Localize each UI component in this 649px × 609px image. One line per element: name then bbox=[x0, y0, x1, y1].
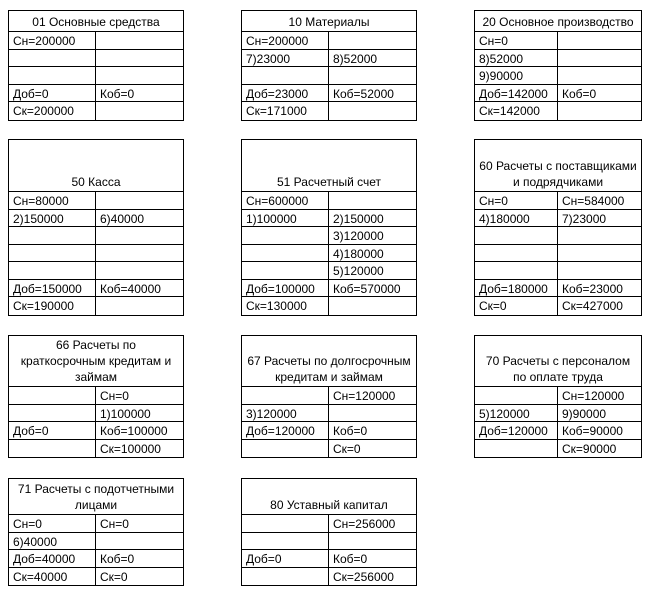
credit-cell: Сн=0 bbox=[100, 389, 129, 403]
credit-cell: 3)120000 bbox=[333, 229, 384, 243]
credit-cell bbox=[96, 67, 183, 84]
account-70 bbox=[474, 335, 642, 458]
debit-cell: 5)120000 bbox=[475, 405, 558, 422]
credit-cell bbox=[329, 533, 416, 550]
credit-cell: Сн=0 bbox=[100, 517, 129, 531]
credit-cell bbox=[558, 102, 641, 120]
debit-cell: Ск=0 bbox=[475, 297, 558, 315]
credit-cell bbox=[96, 297, 183, 315]
credit-cell: Коб=100000 bbox=[100, 424, 168, 438]
credit-cell: Коб=90000 bbox=[562, 424, 623, 438]
account-title: 20 Основное производство bbox=[475, 11, 641, 32]
debit-cell bbox=[475, 245, 558, 262]
debit-cell: 3)120000 bbox=[242, 405, 329, 422]
debit-cell: Ск=130000 bbox=[242, 297, 329, 315]
credit-cell: Коб=570000 bbox=[333, 281, 401, 296]
credit-cell: 7)23000 bbox=[562, 211, 607, 226]
account-10 bbox=[241, 10, 417, 121]
credit-cell: Ск=0 bbox=[100, 569, 128, 584]
credit-cell: Ск=100000 bbox=[100, 441, 161, 456]
account-title: 10 Материалы bbox=[242, 11, 416, 32]
debit-cell: Ск=40000 bbox=[9, 568, 96, 586]
credit-cell: Ск=90000 bbox=[562, 441, 617, 456]
credit-cell bbox=[558, 32, 641, 49]
credit-cell bbox=[558, 227, 641, 244]
debit-cell bbox=[242, 515, 329, 532]
debit-cell bbox=[9, 50, 96, 67]
credit-cell: Коб=0 bbox=[100, 86, 135, 101]
account-title: 60 Расчеты с поставщиками и подрядчиками bbox=[475, 140, 641, 192]
credit-cell bbox=[96, 227, 183, 244]
debit-cell: Доб=142000 bbox=[475, 85, 558, 102]
debit-cell bbox=[242, 227, 329, 244]
debit-cell: 7)23000 bbox=[242, 50, 329, 67]
credit-cell bbox=[96, 50, 183, 67]
credit-cell bbox=[96, 102, 183, 120]
debit-cell bbox=[9, 405, 96, 422]
credit-cell: 6)40000 bbox=[100, 211, 145, 226]
debit-cell: Ск=142000 bbox=[475, 102, 558, 120]
credit-cell bbox=[329, 405, 416, 422]
credit-cell: 4)180000 bbox=[333, 246, 384, 261]
credit-cell bbox=[96, 262, 183, 279]
credit-cell: Коб=0 bbox=[333, 552, 368, 566]
account-60 bbox=[474, 139, 642, 316]
account-20 bbox=[474, 10, 642, 121]
credit-cell: Ск=0 bbox=[333, 441, 361, 456]
debit-cell: Сн=0 bbox=[475, 192, 558, 209]
credit-cell: 8)52000 bbox=[333, 51, 378, 66]
account-67 bbox=[241, 335, 417, 458]
account-title: 51 Расчетный счет bbox=[242, 140, 416, 192]
debit-cell: Сн=200000 bbox=[9, 32, 96, 49]
credit-cell: Коб=40000 bbox=[100, 281, 161, 296]
credit-cell bbox=[96, 533, 183, 550]
credit-cell: 2)150000 bbox=[333, 211, 384, 226]
debit-cell: Доб=120000 bbox=[475, 422, 558, 439]
debit-cell bbox=[475, 440, 558, 458]
account-title: 80 Уставный капитал bbox=[242, 479, 416, 515]
debit-cell: Сн=0 bbox=[475, 32, 558, 49]
credit-cell: Коб=23000 bbox=[562, 281, 623, 296]
account-title: 67 Расчеты по долгосрочным кредитам и займам bbox=[242, 336, 416, 387]
debit-cell: Доб=0 bbox=[9, 85, 96, 102]
account-title: 70 Расчеты с персоналом по оплате труда bbox=[475, 336, 641, 387]
credit-cell bbox=[558, 67, 641, 84]
debit-cell: Доб=180000 bbox=[475, 280, 558, 297]
credit-cell: Ск=427000 bbox=[562, 299, 623, 313]
credit-cell bbox=[558, 50, 641, 67]
account-51 bbox=[241, 139, 417, 316]
account-title: 50 Касса bbox=[9, 140, 183, 192]
credit-cell: 5)120000 bbox=[333, 264, 384, 278]
credit-cell: Коб=0 bbox=[100, 552, 135, 566]
debit-cell: 9)90000 bbox=[475, 67, 558, 84]
debit-cell: Сн=0 bbox=[9, 515, 96, 532]
debit-cell bbox=[9, 440, 96, 458]
credit-cell: Сн=120000 bbox=[333, 389, 396, 403]
account-title: 71 Расчеты с подотчетными лицами bbox=[9, 479, 183, 515]
account-title: 01 Основные средства bbox=[9, 11, 183, 32]
credit-cell bbox=[558, 245, 641, 262]
debit-cell: Ск=171000 bbox=[242, 102, 329, 120]
credit-cell: Коб=52000 bbox=[333, 86, 394, 101]
credit-cell bbox=[558, 262, 641, 279]
credit-cell: 1)100000 bbox=[100, 406, 151, 421]
credit-cell: Ск=256000 bbox=[333, 569, 394, 584]
debit-cell: Доб=23000 bbox=[242, 85, 329, 102]
debit-cell: Сн=80000 bbox=[9, 192, 96, 209]
account-01 bbox=[8, 10, 184, 121]
debit-cell: Ск=190000 bbox=[9, 297, 96, 315]
account-50 bbox=[8, 139, 184, 316]
debit-cell: Доб=0 bbox=[9, 422, 96, 439]
debit-cell: Доб=120000 bbox=[242, 422, 329, 439]
debit-cell bbox=[9, 387, 96, 404]
debit-cell: Доб=100000 bbox=[242, 280, 329, 297]
credit-cell: Сн=584000 bbox=[562, 194, 625, 208]
credit-cell bbox=[96, 32, 183, 49]
credit-cell bbox=[329, 192, 416, 209]
debit-cell: Сн=200000 bbox=[242, 32, 329, 49]
credit-cell bbox=[329, 297, 416, 315]
debit-cell bbox=[9, 67, 96, 84]
credit-cell: Сн=120000 bbox=[562, 389, 625, 403]
debit-cell bbox=[242, 533, 329, 550]
account-title: 66 Расчеты по краткосрочным кредитам и займам bbox=[9, 336, 183, 387]
credit-cell bbox=[96, 245, 183, 262]
debit-cell bbox=[242, 440, 329, 458]
debit-cell: 2)150000 bbox=[9, 210, 96, 227]
debit-cell: 4)180000 bbox=[475, 210, 558, 227]
debit-cell: Доб=40000 bbox=[9, 550, 96, 567]
credit-cell: 9)90000 bbox=[562, 406, 607, 421]
debit-cell bbox=[9, 262, 96, 279]
credit-cell bbox=[329, 32, 416, 49]
credit-cell bbox=[329, 102, 416, 120]
debit-cell: Доб=0 bbox=[242, 550, 329, 567]
debit-cell bbox=[242, 262, 329, 279]
debit-cell: 6)40000 bbox=[9, 533, 96, 550]
debit-cell bbox=[242, 67, 329, 84]
debit-cell bbox=[475, 227, 558, 244]
account-71 bbox=[8, 478, 184, 586]
credit-cell bbox=[329, 67, 416, 84]
debit-cell bbox=[475, 262, 558, 279]
debit-cell: Ск=200000 bbox=[9, 102, 96, 120]
debit-cell: 8)52000 bbox=[475, 50, 558, 67]
debit-cell: 1)100000 bbox=[242, 210, 329, 227]
credit-cell: Коб=0 bbox=[562, 86, 597, 101]
account-80 bbox=[241, 478, 417, 586]
credit-cell: Коб=0 bbox=[333, 424, 368, 438]
debit-cell: Доб=150000 bbox=[9, 280, 96, 297]
account-66 bbox=[8, 335, 184, 458]
debit-cell: Сн=600000 bbox=[242, 192, 329, 209]
debit-cell bbox=[475, 387, 558, 404]
credit-cell: Сн=256000 bbox=[333, 517, 396, 531]
debit-cell bbox=[242, 568, 329, 586]
debit-cell bbox=[242, 245, 329, 262]
debit-cell bbox=[9, 227, 96, 244]
debit-cell bbox=[9, 245, 96, 262]
credit-cell bbox=[96, 192, 183, 209]
debit-cell bbox=[242, 387, 329, 404]
